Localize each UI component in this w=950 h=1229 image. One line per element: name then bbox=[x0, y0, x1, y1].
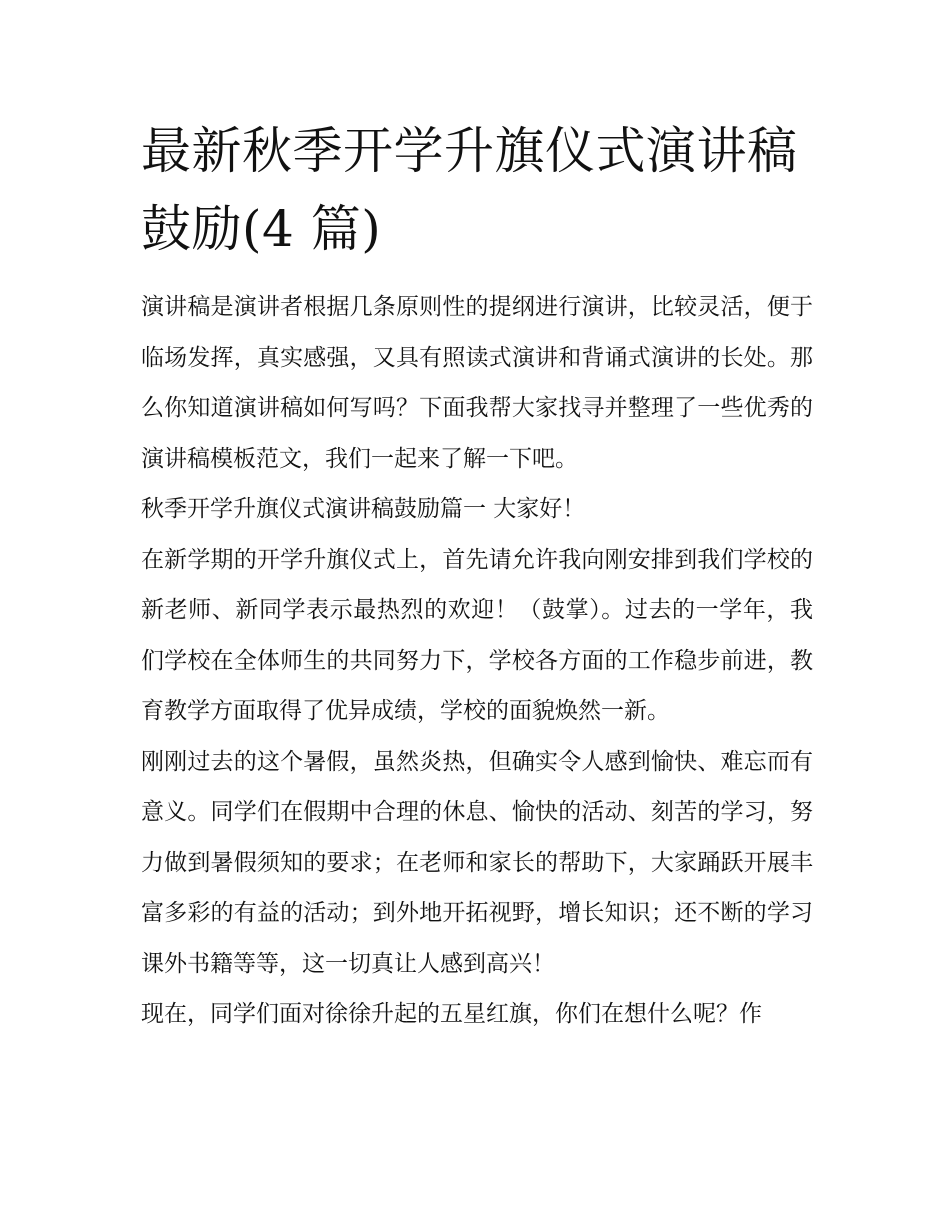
paragraph-section-heading: 秋季开学升旗仪式演讲稿鼓励篇一 大家好！ bbox=[141, 496, 586, 522]
paragraph-summer: 刚刚过去的这个暑假，虽然炎热，但确实令人感到愉快、难忘而有意义。同学们在假期中合理的休息、愉快的活动、刻苦的学习，努力做到暑假须知的要求；在老师和家长的帮助下，大家踊跃开展丰富多彩的有益的活动；到外地开拓视野，增长知识；还不断的学习课外书籍等等，这一切真让人感到高兴！ bbox=[141, 748, 813, 977]
paragraph-flag: 现在，同学们面对徐徐升起的五星红旗，你们在想什么呢？作 bbox=[141, 1001, 762, 1027]
document-title: 最新秋季开学升旗仪式演讲稿鼓励(4 篇) bbox=[141, 122, 798, 258]
paragraph-welcome: 在新学期的开学升旗仪式上，首先请允许我向刚安排到我们学校的新老师、新同学表示最热烈的欢迎！（鼓掌）。过去的一学年，我们学校在全体师生的共同努力下，学校各方面的工作稳步前进，教育教学方面取得了优异成绩，学校的面貌焕然一新。 bbox=[141, 546, 813, 724]
paragraph-intro: 演讲稿是演讲者根据几条原则性的提纲进行演讲，比较灵活，便于临场发挥，真实感强，又具有照读式演讲和背诵式演讲的长处。那么你知道演讲稿如何写吗？下面我帮大家找寻并整理了一些优秀的演讲稿模板范文，我们一起来了解一下吧。 bbox=[141, 294, 813, 472]
document-body bbox=[141, 282, 813, 1040]
document-content bbox=[141, 112, 813, 1040]
